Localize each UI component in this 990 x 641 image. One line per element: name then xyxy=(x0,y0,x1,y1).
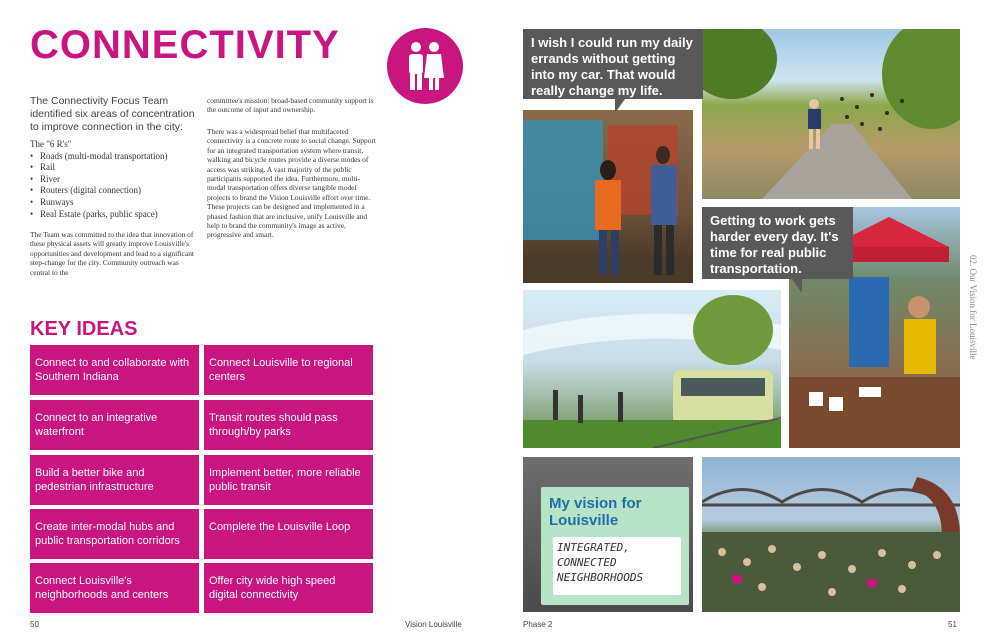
intro-text: The Connectivity Focus Team identified six areas of concentration to improve connection in the city: xyxy=(30,95,195,133)
people-icon xyxy=(387,28,463,104)
page-number-left: 50 xyxy=(30,620,39,629)
six-rs-item: • Real Estate (parks, public space) xyxy=(40,209,205,221)
exhibit-photo xyxy=(523,110,693,283)
key-idea-box: Implement better, more reliable public transit xyxy=(204,455,373,505)
key-idea-box: Create inter-modal hubs and public transportation corridors xyxy=(30,509,199,559)
six-rs-item: • Routers (digital connection) xyxy=(40,185,205,197)
vision-sign xyxy=(541,487,689,605)
sign-line: NEIGHBORHOODS xyxy=(557,571,644,584)
key-idea-box: Transit routes should pass through/by parks xyxy=(204,400,373,450)
sign-header: My vision for Louisville xyxy=(549,495,642,529)
key-idea-box: Connect Louisville to regional centers xyxy=(204,345,373,395)
bridge-crowd-photo xyxy=(702,457,960,612)
publication-name: Vision Louisville xyxy=(405,620,462,629)
key-ideas-title: KEY IDEAS xyxy=(30,318,138,340)
sign-line: CONNECTED xyxy=(557,556,617,569)
body-paragraph-right-1: committee's mission: broad-based community support is the outcome of input and ownership. xyxy=(207,96,374,115)
runner-photo xyxy=(702,29,960,199)
key-idea-box: Build a better bike and pedestrian infrastructure xyxy=(30,455,199,505)
body-paragraph-left: The Team was committed to the idea that innovation of these physical assets will greatly improve Louisville's opportunities and development and lead to a significant step-change for the city. Community outreach was central to the xyxy=(30,230,194,277)
six-rs-item: • Roads (multi-modal transportation) xyxy=(40,151,205,163)
body-paragraph-right-2: There was a widespread belief that multifaceted connectivity is a concrete route to social change. Support for an integrated transportation system where transit, walking and bicycle routes provide a diverse modes of access was striking. A vast majority of the public participants supported the idea. Furthermore, multi-modal transportation offers diverse tangible model projects to brand the Vision Louisville effort over time. These projects can be designed and implemented in a phased fashion that are inclusive, unify Louisville and help to brand the community's image as active, progressive and smart. xyxy=(207,127,376,240)
six-rs-item: • River xyxy=(40,174,205,186)
key-idea-box: Connect Louisville's neighborhoods and centers xyxy=(30,563,199,613)
section-side-label: 02. Our Vision for Louisville xyxy=(968,255,978,360)
phase-label: Phase 2 xyxy=(523,620,553,629)
key-idea-box: Connect to an integrative waterfront xyxy=(30,400,199,450)
quote-bubble-work: Getting to work gets harder every day. It's time for real public transportation. xyxy=(702,207,853,279)
key-idea-box: Complete the Louisville Loop xyxy=(204,509,373,559)
quote-bubble-errands: I wish I could run my daily errands without getting into my car. That would really change my life. xyxy=(523,29,703,99)
six-rs-item: • Runways xyxy=(40,197,205,209)
key-idea-box: Offer city wide high speed digital connectivity xyxy=(204,563,373,613)
sign-handwriting xyxy=(553,537,681,595)
key-idea-box: Connect to and collaborate with Southern Indiana xyxy=(30,345,199,395)
sign-line: INTEGRATED, xyxy=(557,541,630,554)
six-rs-heading: The "6 R's" xyxy=(30,139,72,149)
six-rs-list xyxy=(30,139,205,220)
page-title: CONNECTIVITY xyxy=(30,23,340,67)
vision-sign-photo xyxy=(523,457,693,612)
transit-rendering-photo xyxy=(523,290,781,448)
page-number-right: 51 xyxy=(948,620,957,629)
six-rs-item: • Rail xyxy=(40,162,205,174)
